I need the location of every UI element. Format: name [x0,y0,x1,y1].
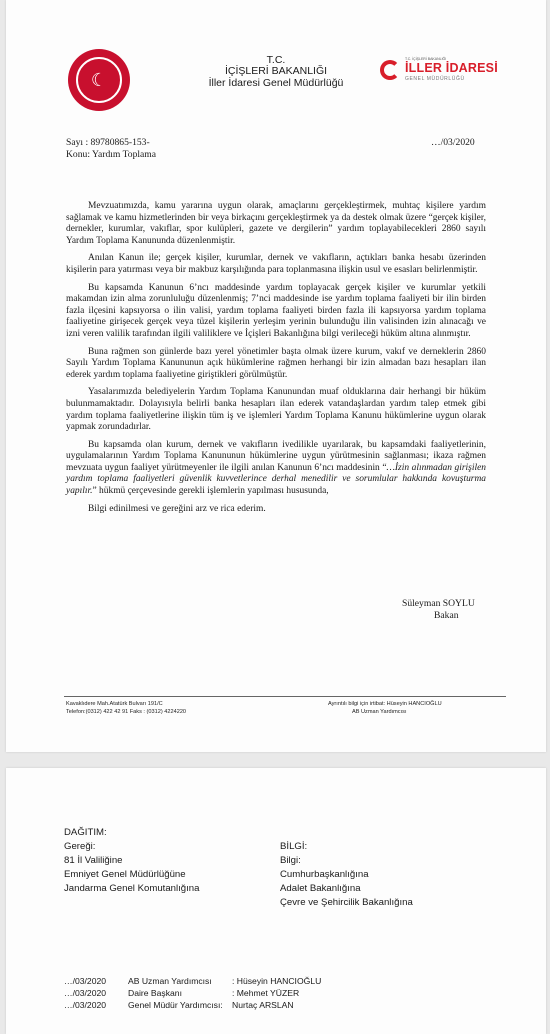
letter-page-1 [6,0,546,752]
distribution-heading: DAĞITIM: [64,827,107,838]
logo-sub-text: GENEL MÜDÜRLÜĞÜ [405,76,465,82]
ministry-seal-icon [68,49,130,111]
document-date: …/03/2020 [431,137,475,148]
logo-small-text: T.C. İÇİŞLERİ BAKANLIĞI [405,57,447,61]
letter-body [66,201,486,515]
footer-contact: Ayrıntılı bilgi için irtibat: Hüseyin HANCIOĞLU [328,701,442,707]
star-crescent-icon: ☾ [76,57,122,103]
initial-row: …/03/2020 Genel Müdür Yardımcısı: Nurtaç ARSLAN [64,1000,294,1010]
info-item: Adalet Bakanlığına [280,883,361,894]
initial-row: …/03/2020 AB Uzman Yardımcısı : Hüseyin HANCIOĞLU [64,976,322,986]
initial-row: …/03/2020 Daire Başkanı : Mehmet YÜZER [64,988,300,998]
paragraph-6-end: ” hükmü çerçevesinde gerekli işlemlerin yapılması hususunda, [92,486,329,497]
info-title: Bilgi: [280,855,301,866]
footer-divider [64,696,506,697]
info-item: Çevre ve Şehircilik Bakanlığına [280,897,413,908]
header-directorate: İller İdaresi Genel Müdürlüğü [208,77,344,89]
paragraph-3: Bu kapsamda Kanunun 6’ncı maddesinde yardım toplayacak gerçek kişiler ve kurumlar yetkili makamdan izin alma zorunluluğu düzenlenmiş; 7’nci maddesinde ise yardım toplama faaliyeti bir ilin birden fazla ilçesini kapsıyorsa o ilin valisi, yardım toplama faaliyeti birden fazla ili kapsıyorsa yardım toplama faaliyetine girişecek gerçek veya tüzel kişilerin yerleşim yerinin bulunduğu ilin valisinden izin alınacağı ve izni veren valilik tarafından ilgili valiliklere ve İçişleri Bakanlığına bilgi verileceği hüküm altına alınmıştır. [66,282,486,339]
header-ministry: İÇİŞLERİ BAKANLIĞI [224,65,328,77]
law-quote: …İzin alınmadan girişilen yardım toplama faaliyetleri güvenlik kuvvetlerince derhal menedilir ve sorumlular hakkında kovuşturma yapılır. [66,462,486,497]
paragraph-7: Bilgi edinilmesi ve gereğini arz ve rica ederim. [88,503,266,514]
document-subject: Konu: Yardım Toplama [66,149,157,160]
footer-contact-title: AB Uzman Yardımcısı [352,709,407,715]
paragraph-2: Anılan Kanun ile; gerçek kişiler, kurumlar, dernek ve vakıfların, açtıkları banka hesabı üzerinden kişilerin para yatırması veya bir makbuz karşılığında para toplanmasına ilişkin usul ve esasları belirlenmiştir. [66,253,486,275]
footer-address: Kavaklıdere Mah.Atatürk Bulvarı 191/C [66,701,163,707]
paragraph-6 [66,440,486,498]
info-item: Cumhurbaşkanlığına [280,869,369,880]
paragraph-6-start: Bu kapsamda olan kurum, dernek ve vakıfların ivedilikle uyarılarak, bu kapsamdaki faaliyetlerinin, uygulamalarının Yardım Toplama Kanununun hükümlerine uygun yürütmesinin sağlanması; ikaza rağmen mevzuata uygun faaliyet yürütmeyenler ile ilgili anılan Kanunun 6’ncı maddesinin “ [66,439,486,473]
paragraph-4: Buna rağmen son günlerde bazı yerel yönetimler başta olmak üzere kurum, vakıf ve derneklerin 2860 Sayılı Yardım Toplama Kanununun açık hükümlerine rağmen herhangi bir izin almadan bazı hesapları ilan ederek yardım toplama faaliyetine giriştikleri görülmüştür. [66,346,486,380]
distribution-action-item: Emniyet Genel Müdürlüğüne [64,869,186,880]
signatory-name: Süleyman SOYLU [402,598,475,609]
footer-phone: Telefon:(0312) 422 42 91 Faks : (0312) 4224220 [66,709,187,715]
distribution-action-title: Gereği: [64,841,96,852]
letter-page-2 [6,768,546,1034]
logo-main-text: İLLER İDARESİ [405,61,498,75]
paragraph-5: Yasalarımızda belediyelerin Yardım Toplama Kanunundan muaf olduklarına dair herhangi bir hüküm bulunmamaktadır. Dolayısıyla belirli banka hesapları ilan ederek vatandaşlardan yardım talep etmek gibi yardım toplama faaliyetlerine ilişkin tüm iş ve işlemleri Yardım Toplama Kanunu hükümlerine uygun olarak yapmak zorundadırlar. [66,387,486,433]
document-number: Sayı : 89780865-153- [66,137,150,148]
distribution-action-item: Jandarma Genel Komutanlığına [64,883,200,894]
info-heading: BİLGİ: [280,841,308,852]
paragraph-1: Mevzuatımızda, kamu yararına uygun olarak, amaçlarını gerçekleştirmek, muhtaç kişilere yardım sağlamak ve kamu hizmetlerinden bir veya birkaçını gerçekleştirmek ya da destek olmak üzere “gerçek kişiler, dernekler, kurumlar, vakıflar, spor kulüpleri, gazete ve dergilerin” yardım toplayabilecekleri 2860 sayılı Yardım Toplama Kanununda düzenlenmiştir. [66,201,486,246]
signatory-title: Bakan [434,610,459,621]
distribution-action-item: 81 İl Valiliğine [64,855,123,866]
header-tc: T.C. [266,54,286,66]
logo-ring-icon [380,60,400,80]
iller-idaresi-logo-icon [380,57,498,87]
